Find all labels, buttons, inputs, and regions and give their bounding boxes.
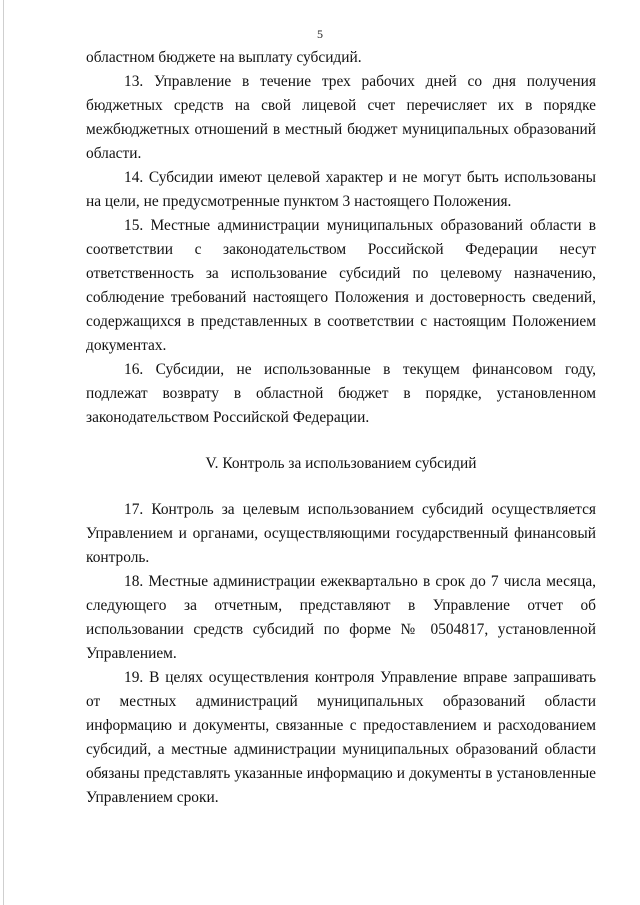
paragraph-continuation: областном бюджете на выплату субсидий. bbox=[86, 49, 362, 66]
document-body bbox=[86, 46, 596, 810]
page-number: 5 bbox=[317, 27, 323, 41]
paragraph-13: 13. Управление в течение трех рабочих дней со дня получения бюджетных средств на свой лицевой счет перечисляет их в порядке межбюджетных отношений в местный бюджет муниципальных образований области. bbox=[86, 73, 596, 162]
paragraph-16: 16. Субсидии, не использованные в текущем финансовом году, подлежат возврату в областной бюджет в порядке, установленном законодательством Российской Федерации. bbox=[86, 361, 596, 426]
paragraph-14: 14. Субсидии имеют целевой характер и не могут быть использованы на цели, не предусмотренные пунктом 3 настоящего Положения. bbox=[86, 169, 596, 210]
paragraph-17: 17. Контроль за целевым использованием субсидий осуществляется Управлением и органами, осуществляющими государственный финансовый контроль. bbox=[86, 501, 596, 566]
scan-edge-line bbox=[3, 0, 4, 905]
paragraph-18: 18. Местные администрации ежеквартально в срок до 7 числа месяца, следующего за отчетным, представляют в Управление отчет об использовании средств субсидий по форме № 0504817, установленной Управлением. bbox=[86, 573, 596, 662]
section-heading: V. Контроль за использованием субсидий bbox=[205, 455, 477, 472]
paragraph-19: 19. В целях осуществления контроля Управление вправе запрашивать от местных администраций муниципальных образований области информацию и документы, связанные с предоставлением и расходованием субсидий, а местные администрации муниципальных образований области обязаны представлять указанные информацию и документы в установленные Управлением сроки. bbox=[86, 669, 596, 806]
paragraph-15: 15. Местные администрации муниципальных образований области в соответствии с законодательством Российской Федерации несут ответственность за использование субсидий по целевому назначению, соблюдение требований настоящего Положения и достоверность сведений, содержащихся в представленных в соответствии с настоящим Положением документах. bbox=[86, 217, 596, 354]
